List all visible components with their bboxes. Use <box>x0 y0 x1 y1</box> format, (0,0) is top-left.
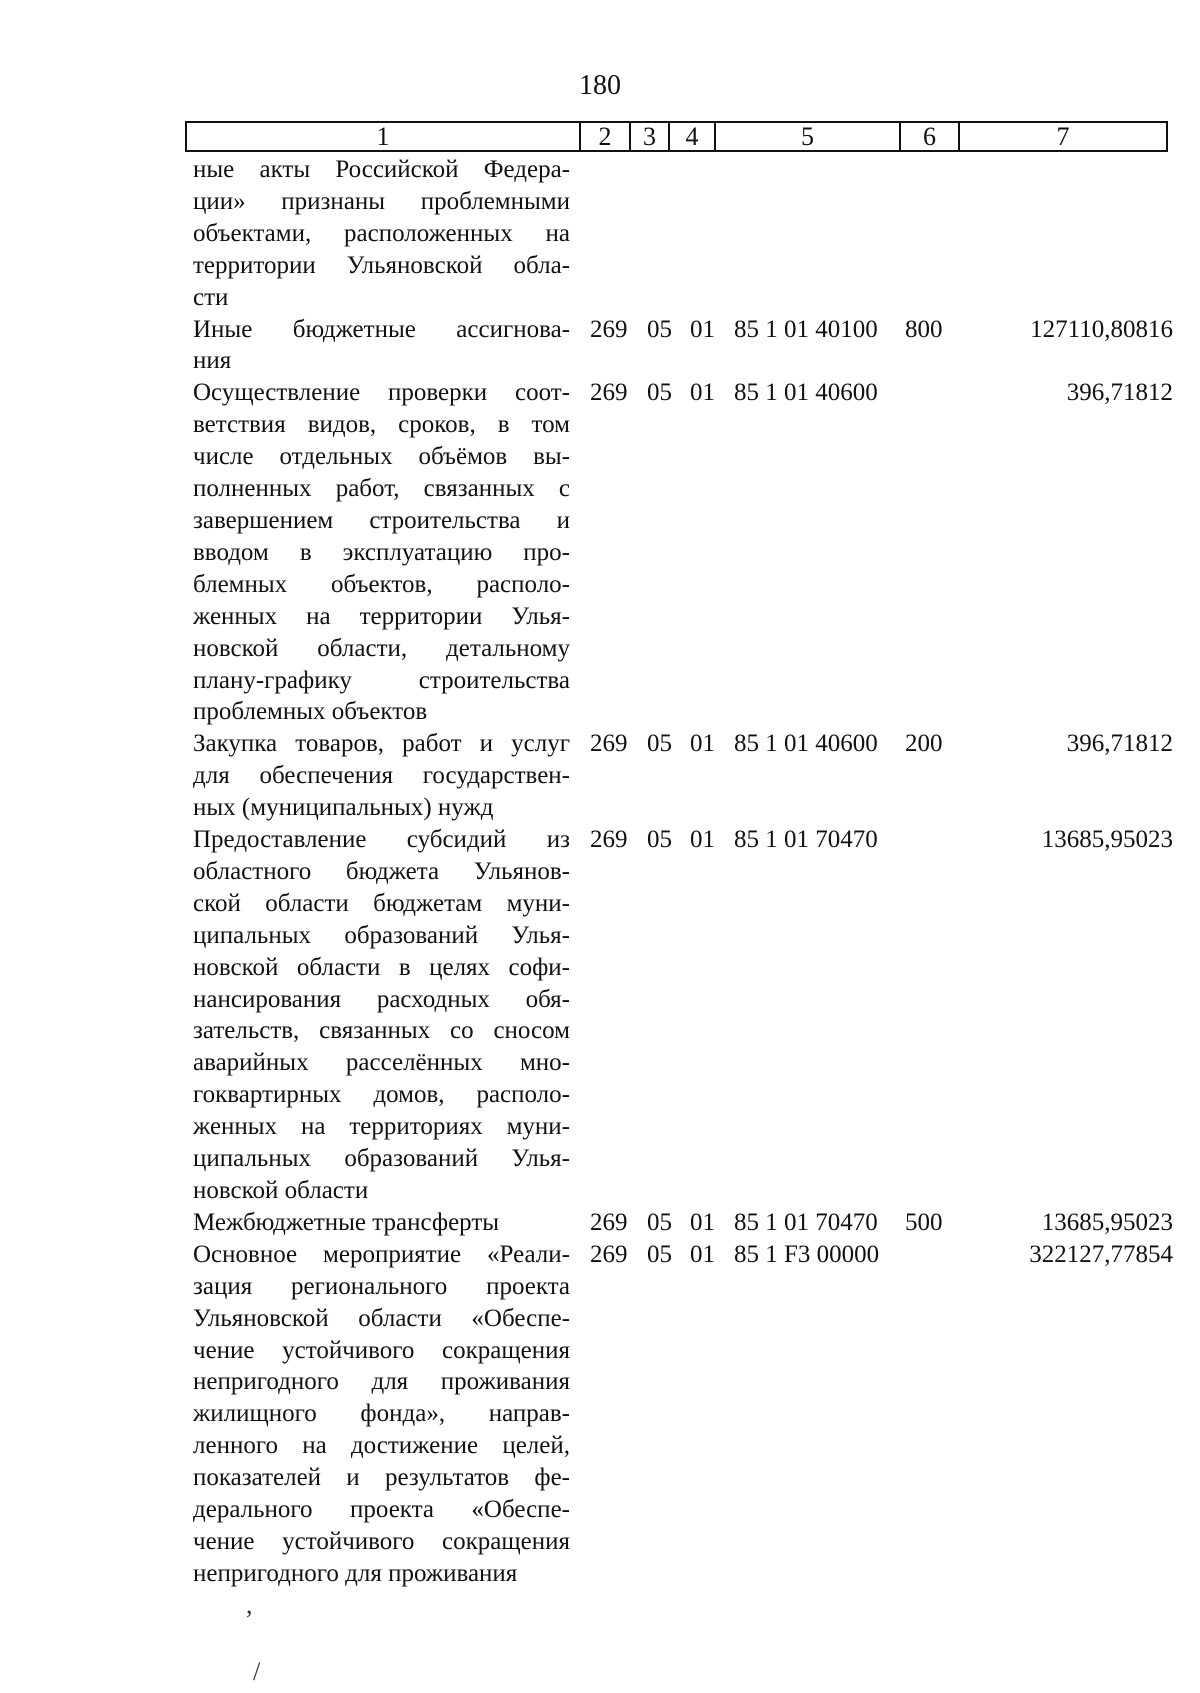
cell-column-7: 13685,95023 <box>1041 826 1173 854</box>
table-row <box>193 728 1173 824</box>
description-line: новской области <box>193 1177 369 1204</box>
table-row <box>193 1207 1173 1239</box>
column-header-7: 7 <box>958 123 1166 150</box>
cell-column-4: 01 <box>690 1208 715 1236</box>
description-line: Иные бюджетные ассигнова- <box>193 315 570 343</box>
table-row <box>193 377 1173 728</box>
row-description <box>193 1239 570 1590</box>
cell-column-7: 396,71812 <box>1066 730 1173 758</box>
description-line: вводом в эксплуатацию про- <box>193 538 570 566</box>
cell-column-3: 05 <box>647 826 672 854</box>
cell-column-7: 13685,95023 <box>1041 1208 1173 1236</box>
description-line: блемных объектов, располо- <box>193 570 570 598</box>
description-line: Основное мероприятие «Реали- <box>193 1240 570 1268</box>
row-description <box>193 377 570 728</box>
cell-column-2: 269 <box>590 730 628 758</box>
cell-column-5: 85 1 01 70470 <box>734 1208 878 1236</box>
cell-column-7: 396,71812 <box>1066 379 1173 407</box>
column-header-1: 1 <box>376 122 390 151</box>
description-line: ных (муниципальных) нужд <box>193 794 494 822</box>
description-line: женных на территориях муни- <box>193 1113 570 1141</box>
description-line: ципальных образований Улья- <box>193 921 570 949</box>
description-line: показателей и результатов фе- <box>193 1464 570 1492</box>
column-header-row <box>185 121 1168 152</box>
cell-column-5: 85 1 F3 00000 <box>734 1240 880 1268</box>
description-line: Предоставление субсидий из <box>193 826 570 854</box>
stray-mark: , <box>246 1590 253 1619</box>
cell-column-2: 269 <box>590 1240 628 1268</box>
column-header-4: 4 <box>668 123 714 150</box>
description-line: объектами, расположенных на <box>193 219 570 247</box>
cell-column-7: 322127,77854 <box>1029 1240 1173 1268</box>
description-line: ципальных образований Улья- <box>193 1145 570 1173</box>
description-line: сти <box>193 283 229 311</box>
description-line: полненных работ, связанных с <box>193 475 570 503</box>
description-line: непригодного для проживания <box>193 1559 518 1587</box>
cell-column-2: 269 <box>590 1208 628 1236</box>
table-row <box>193 154 1173 314</box>
table-row <box>193 824 1173 1207</box>
description-line: завершением строительства и <box>193 506 570 534</box>
description-line: ленного на достижение целей, <box>193 1432 570 1460</box>
description-line: чение устойчивого сокращения <box>193 1527 570 1555</box>
description-line: Межбюджетные трансферты <box>193 1208 500 1236</box>
cell-column-2: 269 <box>590 315 628 343</box>
description-line: гоквартирных домов, располо- <box>193 1081 570 1109</box>
description-line: ния <box>193 347 232 375</box>
cell-column-6: 800 <box>905 315 943 343</box>
cell-column-5: 85 1 01 40100 <box>734 315 878 343</box>
cell-column-5: 85 1 01 70470 <box>734 826 878 854</box>
column-header-5: 5 <box>714 123 899 150</box>
table-row <box>193 314 1173 378</box>
description-line: ветствия видов, сроков, в том <box>193 411 570 439</box>
cell-column-3: 05 <box>647 1208 672 1236</box>
row-description <box>193 824 570 1207</box>
description-line: женных на территории Улья- <box>193 602 570 630</box>
table-row <box>193 1239 1173 1590</box>
cell-column-4: 01 <box>690 730 715 758</box>
description-line: новской области в целях софи- <box>193 953 570 981</box>
row-description <box>193 728 570 824</box>
description-line: числе отдельных объёмов вы- <box>193 443 570 471</box>
cell-column-4: 01 <box>690 826 715 854</box>
column-header-6: 6 <box>899 123 958 150</box>
description-line: новской области, детальному <box>193 634 570 662</box>
cell-column-5: 85 1 01 40600 <box>734 379 878 407</box>
description-line: дерального проекта «Обеспе- <box>193 1496 570 1524</box>
description-line: аварийных расселённых мно- <box>193 1049 570 1077</box>
description-line: ные акты Российской Федера- <box>193 156 570 183</box>
cell-column-4: 01 <box>690 1240 715 1268</box>
cell-column-3: 05 <box>647 730 672 758</box>
description-line: плану-графику строительства <box>193 666 570 694</box>
description-line: Осуществление проверки соот- <box>193 379 570 407</box>
column-header-2: 2 <box>579 123 629 150</box>
stray-slash-mark: / <box>253 1657 261 1686</box>
cell-column-4: 01 <box>690 379 715 407</box>
cell-column-7: 127110,80816 <box>1030 315 1173 343</box>
description-line: для обеспечения государствен- <box>193 762 570 790</box>
description-line: нансирования расходных обя- <box>193 985 570 1013</box>
description-line: Закупка товаров, работ и услуг <box>193 730 570 758</box>
page-number: 180 <box>579 70 621 101</box>
description-line: проблемных объектов <box>193 698 428 726</box>
budget-table <box>193 154 1173 1590</box>
description-line: территории Ульяновской обла- <box>193 251 570 279</box>
description-line: областного бюджета Ульянов- <box>193 857 570 885</box>
cell-column-6: 200 <box>905 730 943 758</box>
description-line: зация регионального проекта <box>193 1272 570 1300</box>
description-line: непригодного для проживания <box>193 1368 570 1396</box>
description-line: Ульяновской области «Обеспе- <box>193 1304 570 1332</box>
cell-column-3: 05 <box>647 315 672 343</box>
cell-column-3: 05 <box>647 1240 672 1268</box>
cell-column-4: 01 <box>690 315 715 343</box>
cell-column-5: 85 1 01 40600 <box>734 730 878 758</box>
cell-column-3: 05 <box>647 379 672 407</box>
row-description <box>193 154 570 314</box>
cell-column-6: 500 <box>905 1208 943 1236</box>
cell-column-2: 269 <box>590 826 628 854</box>
column-header-3: 3 <box>629 123 668 150</box>
row-description <box>193 1207 570 1239</box>
description-line: ской области бюджетам муни- <box>193 889 570 917</box>
row-description <box>193 314 570 378</box>
description-line: зательств, связанных со сносом <box>193 1017 570 1045</box>
description-line: ции» признаны проблемными <box>193 187 570 215</box>
description-line: чение устойчивого сокращения <box>193 1336 570 1364</box>
cell-column-2: 269 <box>590 379 628 407</box>
description-line: жилищного фонда», направ- <box>193 1400 570 1428</box>
